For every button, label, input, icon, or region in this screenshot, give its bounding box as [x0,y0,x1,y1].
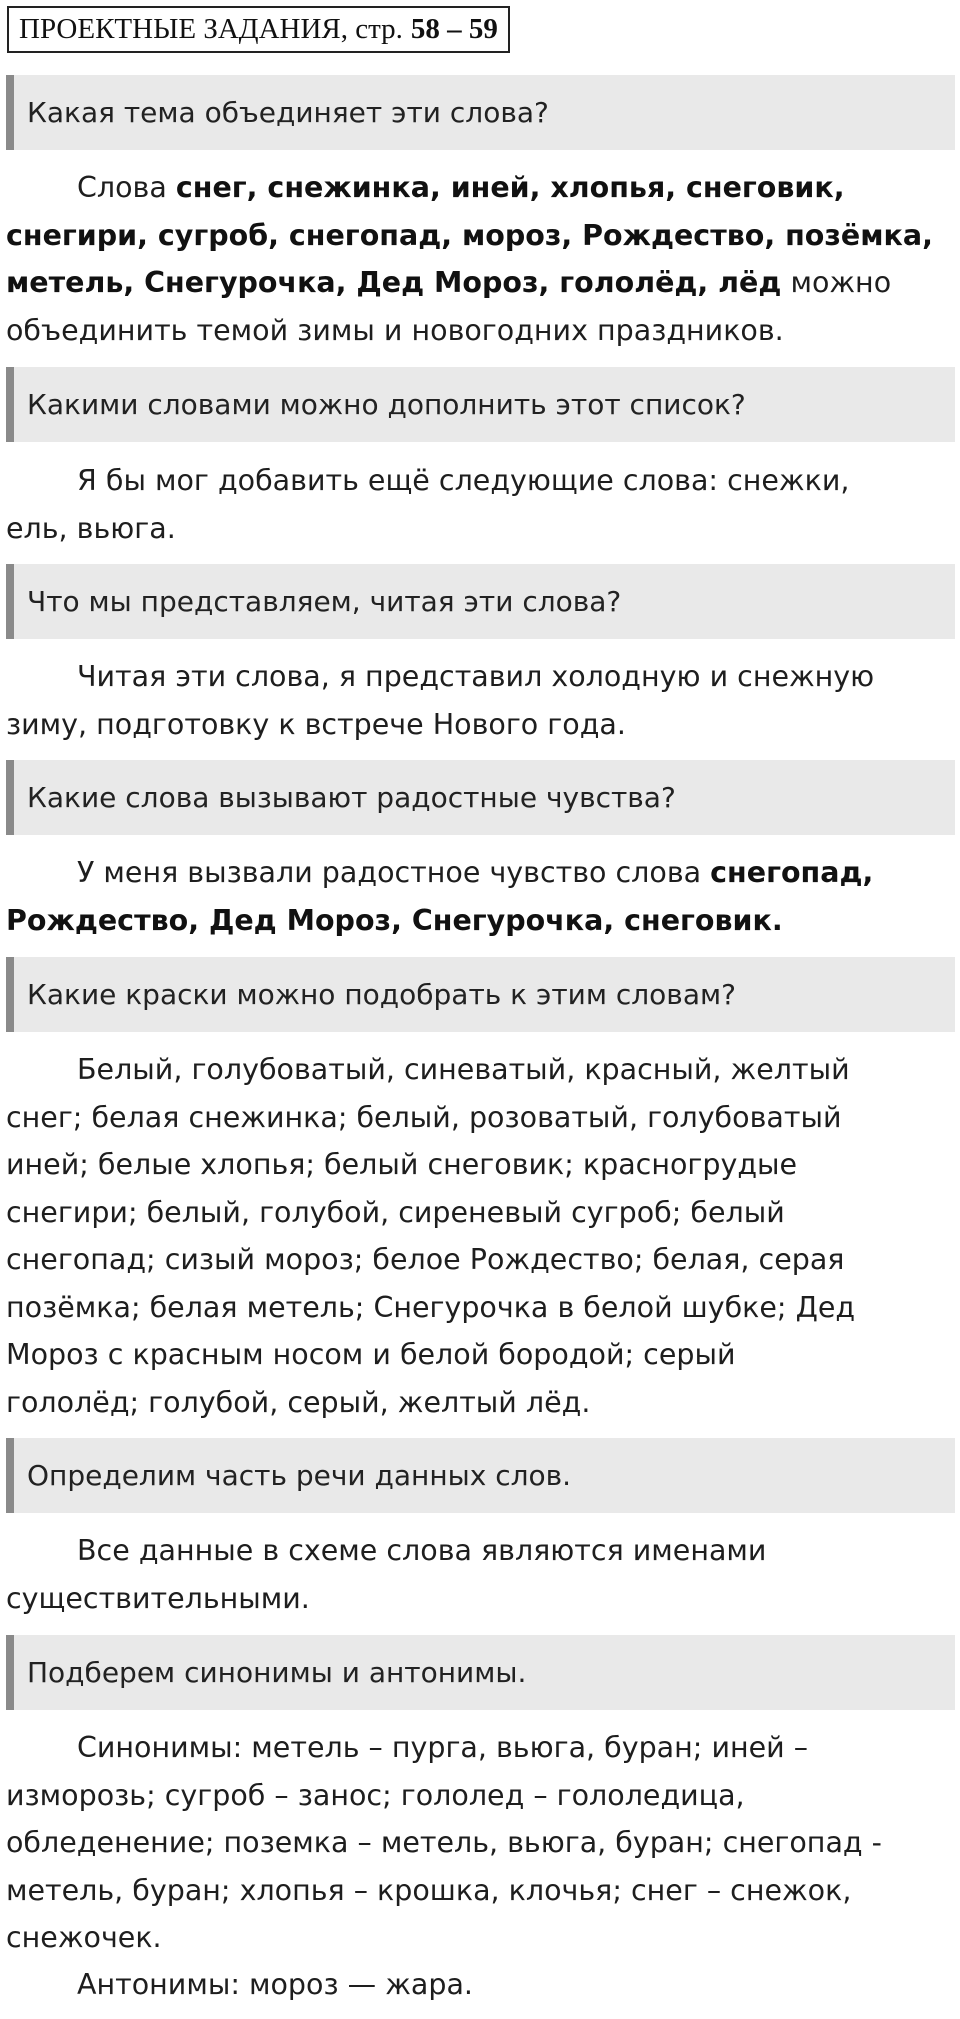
answer-part-of-speech [6,1527,946,1622]
answer-line: зиму, подготовку к встрече Нового года. [6,707,626,741]
highlighted-words: Рождество, Дед Мороз, Снегурочка, снеговик. [6,903,783,937]
answer-line: снежочек. [6,1921,162,1954]
answer-line [6,897,946,945]
highlighted-words: метель, Снегурочка, Дед Мороз, гололёд, лёд [6,266,782,299]
answer-line: Читая эти слова, я представил холодную и снежную [77,660,875,693]
answer-line [6,849,946,897]
answer-line [6,212,946,260]
answer-joyful-words [6,849,946,944]
answer-line: существительными. [6,1581,310,1615]
answer-line: Все данные в схеме слова являются именами [77,1534,767,1567]
question-part-of-speech: Определим часть речи данных слов. [6,1438,955,1513]
page-title [7,6,510,53]
answer-synonyms [6,1724,946,1962]
page-range: 58 – 59 [410,13,498,45]
title-text: ПРОЕКТНЫЕ ЗАДАНИЯ, стр. [19,13,403,45]
answer-text: можно [781,266,892,299]
question-imagination: Что мы представляем, читая эти слова? [6,564,955,639]
answer-line: позёмка; белая метель; Снегурочка в белой шубке; Дед [6,1290,856,1324]
answer-imagination [6,653,946,748]
answer-line: снегопад; сизый мороз; белое Рождество; белая, серая [6,1243,845,1276]
answer-text: Слова [77,171,176,204]
question-colors: Какие краски можно подобрать к этим словам? [6,957,955,1032]
question-synonyms-antonyms: Подберем синонимы и антонимы. [6,1635,955,1710]
answer-line: объединить темой зимы и новогодних праздников. [6,313,784,347]
highlighted-words: снег, снежинка, иней, хлопья, снеговик, [175,171,845,204]
answer-line: Белый, голубоватый, синеватый, красный, желтый [77,1053,850,1086]
highlighted-words: снегири, сугроб, снегопад, мороз, Рождество, позёмка, [6,218,933,252]
answer-line: иней; белые хлопья; белый снеговик; красногрудые [6,1148,798,1181]
answer-text: У меня вызвали радостное чувство слова [77,856,711,889]
answer-line: Я бы мог добавить ещё следующие слова: снежки, [77,464,850,497]
question-joyful-words: Какие слова вызывают радостные чувства? [6,760,955,835]
question-additions: Какими словами можно дополнить этот список? [6,367,955,442]
answer-line: ель, вьюга. [6,511,176,545]
answer-antonyms [6,1961,946,2009]
answer-line [6,259,946,307]
answer-line: метель, буран; хлопья – крошка, клочья; снег – снежок, [6,1873,852,1907]
answer-colors [6,1046,946,1426]
answer-additions [6,457,946,552]
answer-line: Мороз с красным носом и белой бородой; серый [6,1338,736,1371]
answer-line: Антонимы: мороз — жара. [77,1968,473,2001]
answer-line: изморозь; сугроб – занос; гололед – гололедица, [6,1778,745,1812]
answer-topic [6,164,946,354]
highlighted-words: снегопад, [710,856,874,889]
answer-line: Синонимы: метель – пурга, вьюга, буран; иней – [77,1731,808,1764]
answer-line: снегири; белый, голубой, сиреневый сугроб; белый [6,1195,785,1229]
answer-line: гололёд; голубой, серый, желтый лёд. [6,1385,591,1419]
question-topic: Какая тема объединяет эти слова? [6,75,955,150]
answer-line: снег; белая снежинка; белый, розоватый, голубоватый [6,1100,842,1134]
answer-line [6,164,946,212]
answer-line: обледенение; поземка – метель, вьюга, буран; снегопад - [6,1826,882,1859]
